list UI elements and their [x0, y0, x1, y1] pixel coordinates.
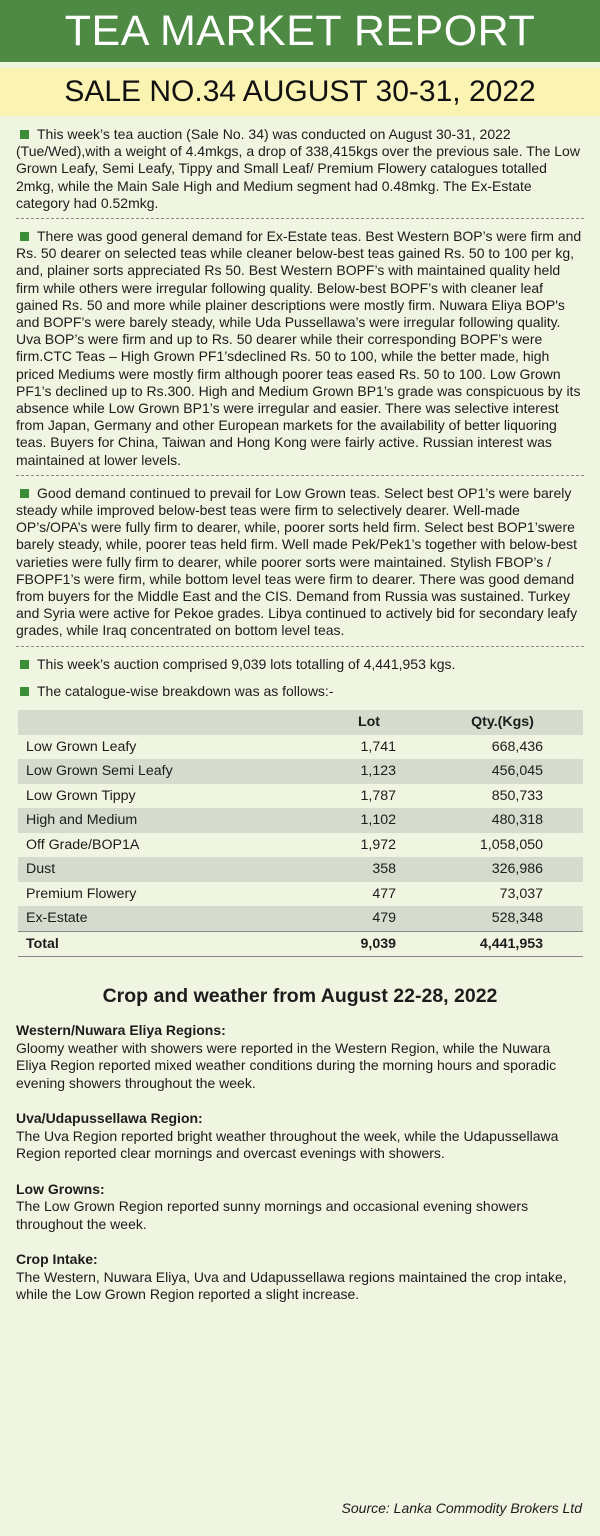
sale-subtitle: SALE NO.34 AUGUST 30-31, 2022	[0, 68, 600, 116]
region-title: Crop Intake:	[16, 1251, 98, 1268]
bullet-square-icon	[20, 687, 29, 696]
paragraph-ex-estate: There was good general demand for Ex-Estate teas. Best Western BOP’s were firm and Rs. 50 dearer on selected teas while cleaner below-best teas gained Rs. 50 to 100 per kg, and, plainer sorts appreciated Rs 50. Best Western BOPF’s with maintained quality held firm while others were irregular following quality. Below-best BOPF’s with cleaner leaf gained Rs. 50 and more while plainer descriptions were mostly firm. Nuwara Eliya BOP's and BOPF’s were barely steady, while Uda Pussellawa’s were irregular following quality. Uva BOP’s were firm and up to Rs. 50 dearer while their corresponding BOPF’s were firm.CTC Teas – High Grown PF1’sdeclined Rs. 50 to 100, while the better made, high priced Mediums were mostly firm although poorer teas eased Rs. 50 to 100. Low Grown PF1’s declined up to Rs.300. High and Medium Grown BP1’s grade was conspicuous by its absence while Low Grown BP1’s were irregular and easier. There was selective interest from Japan, Germany and other European markets for the availability of better liquoring teas. Buyers for China, Taiwan and Hong Kong were fairly active. Russian interest was maintained at lower levels.	[16, 228, 584, 476]
header-qty: Qty.(Kgs)	[471, 714, 534, 731]
table-row: Low Grown Tippy 1,787 850,733	[26, 787, 543, 804]
table-total-row: Total 9,039 4,441,953	[18, 931, 583, 957]
region-body: The Low Grown Region reported sunny mornings and occasional evening showers throughout the week.	[16, 1198, 529, 1232]
region-title: Uva/Udapussellawa Region:	[16, 1110, 203, 1127]
table-row: Low Grown Semi Leafy 1,123 456,045	[18, 759, 583, 784]
region-title: Low Growns:	[16, 1180, 105, 1197]
table-row: Dust 358 326,986	[18, 857, 583, 882]
region-body: The Uva Region reported bright weather throughout the week, while the Udapussellawa Region reported clear mornings and overcast evenings with showers.	[16, 1127, 559, 1162]
table-row: Off Grade/BOP1A 1,972 1,058,050	[26, 836, 543, 853]
paragraph-low-grown: Good demand continued to prevail for Low Grown teas. Select best OP1’s were barely steady while improved below-best teas were firm to selectively dearer. Well-made OP’s/OPA’s were fully firm to dearer, while, poorer sorts held firm. Select best BOP1’swere barely steady, while, poorer teas held firm. Well made Pek/Pek1’s together with below-best varieties were fully firm to dearer, while poorer sorts were maintained. Stylish FBOP’s / FBOPF1’s were firm, while bottom level teas were firm to dearer. There was good demand from buyers for the Middle East and the CIS. Demand from Russia was sustained. Turkey and Syria were active for Pekoe grades. Libya continued to actively bid for secondary leafy grades, while Iraq concentrated on bottom level teas.	[16, 485, 584, 647]
paragraph-auction-total: This week’s auction comprised 9,039 lots totalling of 4,441,953 kgs.	[16, 656, 584, 677]
table-row: Ex-Estate 479 528,348	[18, 906, 583, 931]
region-body: Gloomy weather with showers were reported in the Western Region, while the Nuwara Eliya Region reported mixed weather conditions during the morning hours and sporadic evening showers throughout the week.	[16, 1039, 557, 1091]
crop-weather-title: Crop and weather from August 22-28, 2022	[102, 985, 498, 1008]
report-title: TEA MARKET REPORT	[0, 0, 600, 62]
paragraph-sale-summary: This week’s tea auction (Sale No. 34) was conducted on August 30-31, 2022 (Tue/Wed),with a weight of 4.4mkgs, a drop of 338,415kgs over the previous sale. The Low Grown Leafy, Semi Leafy, Tippy and Small Leaf/ Premium Flowery catalogues totalled 2mkg, while the Main Sale High and Medium segment had 0.48mkg. The Ex-Estate category had 0.52mkg.	[16, 126, 584, 219]
region-body: The Western, Nuwara Eliya, Uva and Udapussellawa regions maintained the crop intake, while the Low Grown Region reported a slight increase.	[16, 1268, 567, 1303]
paragraph-breakdown-intro: The catalogue-wise breakdown was as follows:-	[16, 683, 584, 704]
table-row: Low Grown Leafy 1,741 668,436	[26, 738, 543, 755]
bullet-square-icon	[20, 130, 29, 139]
table-header-row	[18, 710, 583, 735]
region-title: Western/Nuwara Eliya Regions:	[16, 1022, 226, 1039]
header-lot: Lot	[357, 714, 381, 731]
bullet-square-icon	[20, 232, 29, 241]
source-credit: Source: Lanka Commodity Brokers Ltd	[341, 1500, 582, 1516]
report-body	[0, 116, 600, 1304]
bullet-square-icon	[20, 489, 29, 498]
catalogue-table	[18, 710, 583, 957]
header-category	[18, 710, 316, 735]
table-row: Premium Flowery 477 73,037	[26, 885, 543, 902]
bullet-square-icon	[20, 660, 29, 669]
table-row: High and Medium 1,102 480,318	[18, 808, 583, 833]
